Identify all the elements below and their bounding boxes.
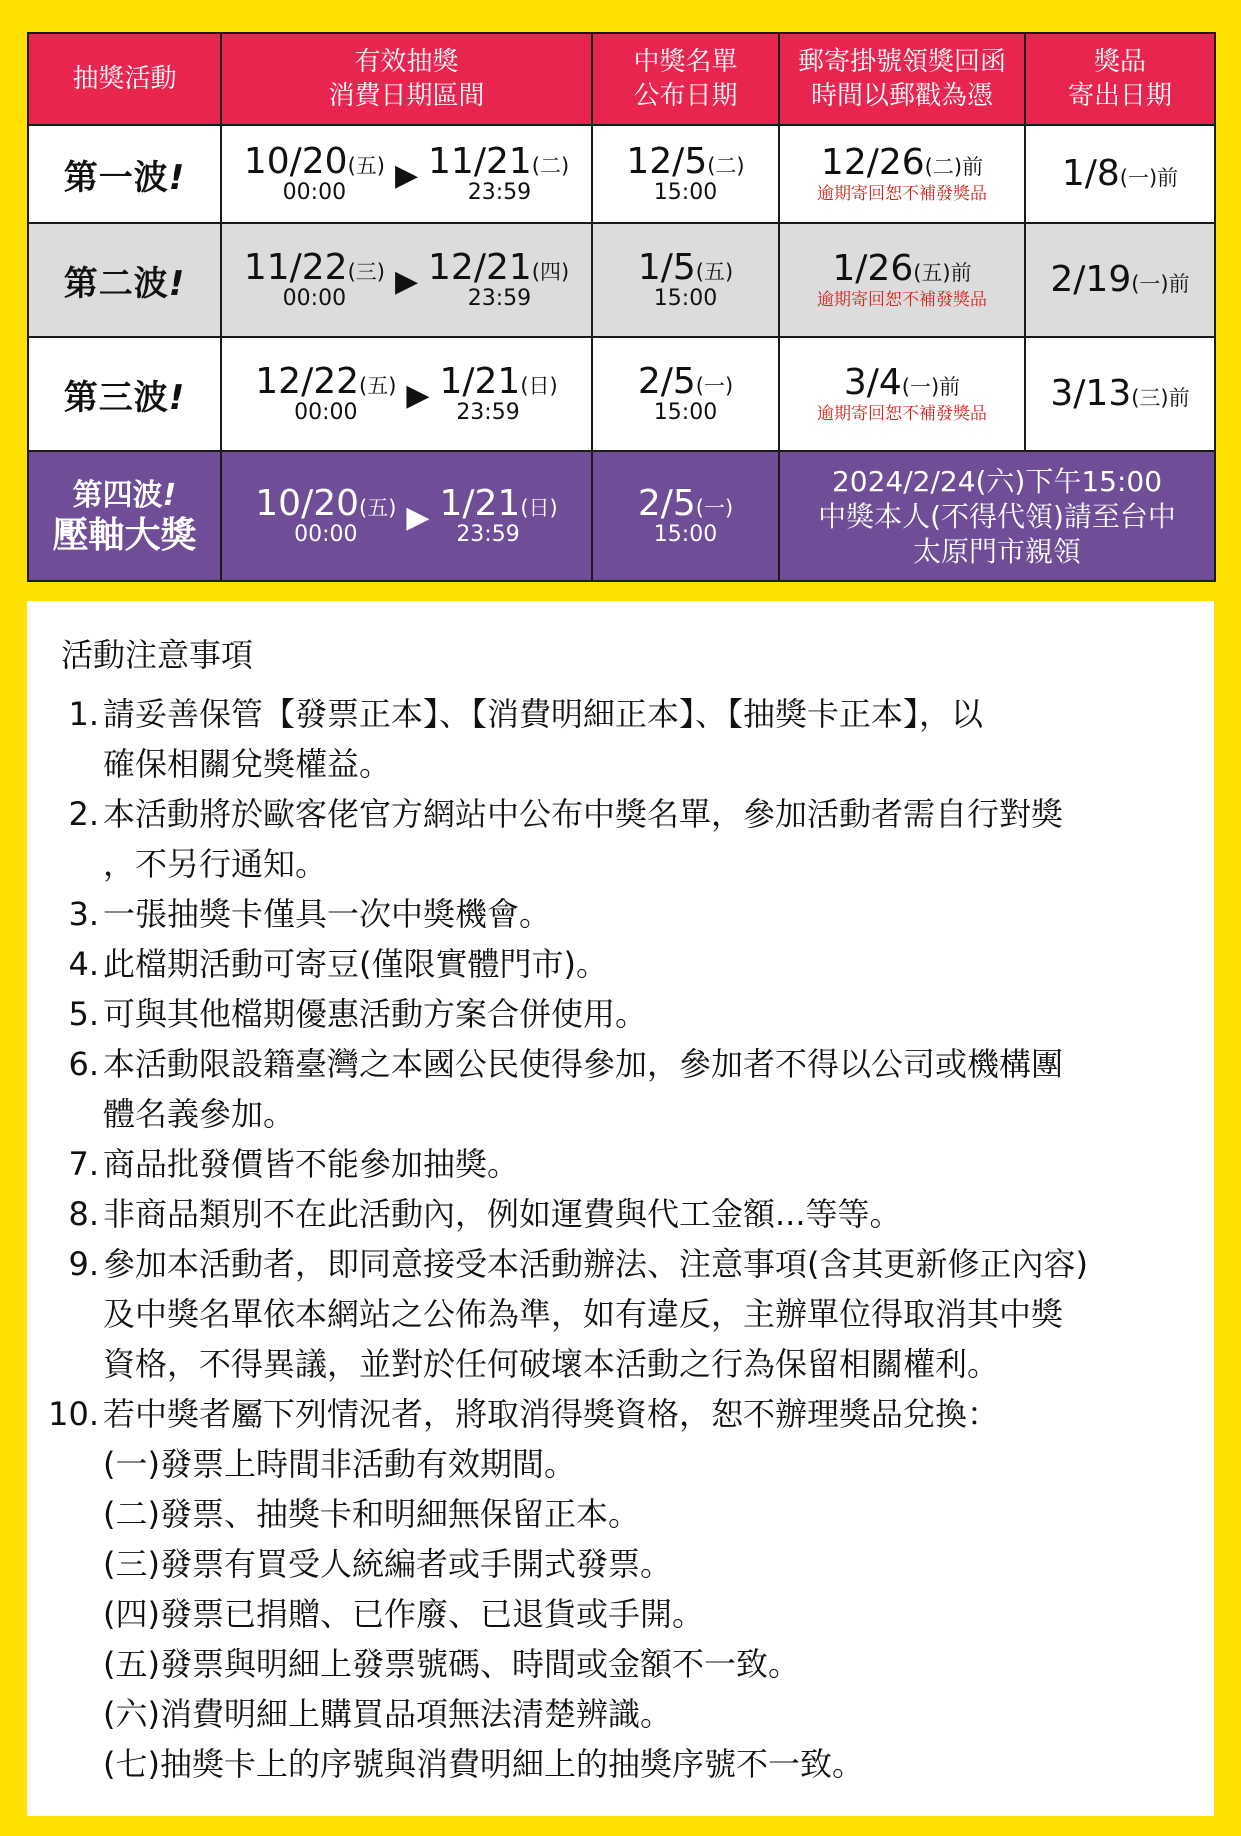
start-date: 10/20 — [243, 141, 348, 182]
note-continuation-line: 確保相關兌獎權益。 — [103, 745, 392, 783]
start-time: 00:00 — [294, 400, 358, 425]
period-cell — [221, 451, 592, 581]
header-ship-date — [1025, 33, 1215, 125]
pickup-line3: 太原門市親領 — [912, 534, 1081, 568]
end-date: 1/21 — [439, 361, 521, 402]
note-text: 可與其他檔期優惠活動方案合併使用。 — [103, 995, 648, 1033]
note-continuation-line: 資格，不得異議，並對於任何破壞本活動之行為保留相關權利。 — [103, 1345, 1000, 1383]
note-continuation-line: (四)發票已捐贈、已作廢、已退貨或手開。 — [103, 1595, 704, 1633]
note-continuation-line: (一)發票上時間非活動有效期間。 — [103, 1445, 576, 1483]
note-text: 非商品類別不在此活動內，例如運費與代工金額...等等。 — [103, 1195, 902, 1233]
announce-day: (二) — [707, 154, 745, 178]
note-number: 7. — [68, 1145, 99, 1183]
note-continuation-line: 體名義參加。 — [103, 1095, 296, 1133]
wave-mark: ! — [168, 377, 186, 418]
ship-date: 2/19 — [1050, 259, 1132, 300]
note-continuation-line: (六)消費明細上購買品項無法清楚辨識。 — [103, 1695, 672, 1733]
pickup-line2: 中獎本人(不得代領)請至台中 — [818, 499, 1176, 533]
header-valid-period-line1: 有效抽獎 — [354, 47, 459, 77]
note-body — [103, 1239, 1199, 1389]
end-day: (日) — [520, 374, 558, 398]
wave-label: 第二波 — [63, 263, 169, 304]
note-text: 請妥善保管【發票正本】、【消費明細正本】、【抽獎卡正本】，以 — [103, 695, 984, 733]
note-number: 4. — [68, 945, 99, 983]
header-campaign — [28, 33, 221, 125]
announce-date: 2/5 — [637, 361, 696, 402]
note-number: 8. — [68, 1195, 99, 1233]
mail-date: 1/26 — [832, 248, 914, 289]
note-text: 若中獎者屬下列情況者，將取消得獎資格，恕不辦理獎品兌換： — [103, 1395, 1000, 1433]
table-row — [28, 125, 1215, 223]
note-item — [39, 1239, 1199, 1389]
play-arrow-icon: ▶ — [406, 378, 430, 413]
header-announce-date — [592, 33, 779, 125]
start-time: 00:00 — [294, 522, 358, 547]
wave-mark: ! — [168, 263, 186, 304]
mail-warning: 逾期寄回恕不補發獎品 — [817, 184, 987, 204]
period-cell — [221, 125, 592, 223]
note-text: 本活動限設籍臺灣之本國公民使得參加，參加者不得以公司或機構團 — [103, 1045, 1064, 1083]
wave-label: 第一波 — [63, 157, 169, 198]
mail-cell — [779, 223, 1025, 337]
note-item — [39, 989, 1199, 1039]
note-continuation-line: (七)抽獎卡上的序號與消費明細上的抽獎序號不一致。 — [103, 1745, 864, 1783]
note-text: 此檔期活動可寄豆(僅限實體門市)。 — [103, 945, 608, 983]
note-continuation-line: (三)發票有買受人統編者或手開式發票。 — [103, 1545, 672, 1583]
header-valid-period-line2: 消費日期區間 — [328, 81, 485, 111]
note-item — [39, 689, 1199, 789]
note-number: 1. — [68, 695, 99, 733]
ship-day: (三) — [1131, 386, 1169, 410]
notes-title: 活動注意事項 — [61, 636, 254, 674]
note-item — [39, 1189, 1199, 1239]
start-date: 10/20 — [255, 483, 360, 524]
note-number: 3. — [68, 895, 99, 933]
end-date: 1/21 — [439, 483, 521, 524]
note-text: 本活動將於歐客佬官方網站中公布中獎名單，參加活動者需自行對獎 — [103, 795, 1064, 833]
period-cell — [221, 223, 592, 337]
note-number: 10. — [48, 1395, 99, 1433]
end-date: 11/21 — [428, 141, 532, 182]
note-number: 5. — [68, 995, 99, 1033]
announce-date: 1/5 — [637, 247, 696, 288]
note-body — [103, 1189, 1199, 1239]
start-day: (三) — [347, 260, 385, 284]
notes-panel — [27, 601, 1214, 1816]
mail-day: (一) — [901, 375, 940, 399]
ship-suffix: 前 — [1168, 386, 1190, 410]
note-body — [103, 889, 1199, 939]
note-body — [103, 689, 1199, 789]
header-ship-line2: 寄出日期 — [1067, 81, 1172, 111]
note-continuation-line: (二)發票、抽獎卡和明細無保留正本。 — [103, 1495, 640, 1533]
note-number: 9. — [68, 1245, 99, 1283]
ship-suffix: 前 — [1157, 166, 1179, 190]
wave-mark: ! — [168, 157, 186, 198]
note-body — [103, 1389, 1199, 1789]
table-row — [28, 337, 1215, 451]
end-time: 23:59 — [456, 400, 520, 425]
period-cell — [221, 337, 592, 451]
end-date: 12/21 — [428, 247, 532, 288]
announce-cell — [592, 451, 779, 581]
note-continuation — [103, 739, 1199, 789]
header-valid-period — [221, 33, 592, 125]
note-number: 2. — [68, 795, 99, 833]
announce-time: 15:00 — [653, 286, 718, 311]
note-body — [103, 1039, 1199, 1139]
announce-date: 2/5 — [637, 483, 696, 524]
start-day: (五) — [359, 496, 397, 520]
ship-suffix: 前 — [1168, 272, 1190, 296]
ship-cell — [1025, 125, 1215, 223]
note-continuation — [103, 1089, 1199, 1139]
table-row — [28, 223, 1215, 337]
start-day: (五) — [359, 374, 397, 398]
header-announce-line1: 中獎名單 — [633, 47, 738, 77]
start-date: 12/22 — [255, 361, 360, 402]
announce-cell — [592, 125, 779, 223]
start-date: 11/22 — [243, 247, 348, 288]
play-arrow-icon: ▶ — [406, 500, 430, 535]
header-announce-line2: 公布日期 — [633, 81, 738, 111]
header-mail-line2: 時間以郵戳為憑 — [810, 81, 993, 111]
mail-date: 12/26 — [820, 142, 925, 183]
wave-cell — [28, 451, 221, 581]
announce-cell — [592, 223, 779, 337]
note-item — [39, 1389, 1199, 1789]
note-continuation — [103, 1289, 1199, 1389]
wave-cell — [28, 125, 221, 223]
wave-label: 第三波 — [63, 377, 169, 418]
end-day: (四) — [531, 260, 570, 284]
note-body — [103, 1139, 1199, 1189]
wave-cell — [28, 223, 221, 337]
mail-suffix: 前 — [939, 375, 961, 399]
schedule-header-row — [28, 33, 1215, 125]
mail-warning: 逾期寄回恕不補發獎品 — [817, 290, 987, 310]
announce-time: 15:00 — [653, 180, 718, 205]
announce-cell — [592, 337, 779, 451]
note-text: 一張抽獎卡僅具一次中獎機會。 — [103, 895, 552, 933]
grand-prize-row — [28, 451, 1215, 581]
ship-day: (一) — [1131, 272, 1169, 296]
pickup-info-cell — [779, 451, 1215, 581]
note-number: 6. — [68, 1045, 99, 1083]
mail-day: (五) — [913, 261, 951, 285]
note-item — [39, 1139, 1199, 1189]
end-time: 23:59 — [467, 180, 532, 205]
note-body — [103, 939, 1199, 989]
end-day: (日) — [520, 496, 558, 520]
notes-list — [39, 689, 1199, 1789]
header-mail-line1: 郵寄掛號領獎回函 — [797, 47, 1006, 77]
mail-day: (二) — [924, 155, 963, 179]
end-time: 23:59 — [456, 522, 520, 547]
wave-mark: ! — [162, 478, 177, 513]
note-body — [103, 789, 1199, 889]
note-text: 參加本活動者，即同意接受本活動辦法、注意事項(含其更新修正內容) — [103, 1245, 1088, 1283]
note-item — [39, 1039, 1199, 1139]
note-item — [39, 939, 1199, 989]
mail-suffix: 前 — [950, 261, 972, 285]
ship-date: 3/13 — [1050, 373, 1132, 414]
start-day: (五) — [347, 154, 385, 178]
ship-day: (一) — [1119, 166, 1158, 190]
end-time: 23:59 — [467, 286, 532, 311]
announce-day: (一) — [695, 374, 734, 398]
grand-prize-subtitle: 壓軸大獎 — [52, 515, 197, 556]
start-time: 00:00 — [282, 180, 347, 205]
announce-date: 12/5 — [626, 141, 708, 182]
announce-day: (五) — [695, 260, 734, 284]
note-continuation — [103, 1439, 1199, 1789]
note-continuation-line: ，不另行通知。 — [103, 845, 328, 883]
note-item — [39, 789, 1199, 889]
wave-cell — [28, 337, 221, 451]
end-day: (二) — [531, 154, 570, 178]
mail-suffix: 前 — [962, 155, 984, 179]
lottery-schedule-table — [27, 32, 1216, 582]
note-text: 商品批發價皆不能參加抽獎。 — [103, 1145, 520, 1183]
pickup-line1: 2024/2/24(六)下午15:00 — [831, 464, 1163, 498]
ship-cell — [1025, 337, 1215, 451]
play-arrow-icon: ▶ — [394, 158, 419, 193]
wave-label: 第四波 — [72, 478, 163, 513]
note-body — [103, 989, 1199, 1039]
note-item — [39, 889, 1199, 939]
announce-time: 15:00 — [653, 522, 718, 547]
note-continuation — [103, 839, 1199, 889]
header-mail-deadline — [779, 33, 1025, 125]
mail-warning: 逾期寄回恕不補發獎品 — [817, 404, 987, 424]
ship-date: 1/8 — [1061, 153, 1120, 194]
mail-date: 3/4 — [843, 362, 902, 403]
note-continuation-line: (五)發票與明細上發票號碼、時間或金額不一致。 — [103, 1645, 800, 1683]
announce-day: (一) — [695, 496, 734, 520]
ship-cell — [1025, 223, 1215, 337]
mail-cell — [779, 125, 1025, 223]
start-time: 00:00 — [282, 286, 347, 311]
announce-time: 15:00 — [653, 400, 718, 425]
play-arrow-icon: ▶ — [394, 264, 419, 299]
mail-cell — [779, 337, 1025, 451]
header-campaign-label: 抽獎活動 — [72, 64, 177, 94]
note-continuation-line: 及中獎名單依本網站之公佈為準，如有違反，主辦單位得取消其中獎 — [103, 1295, 1064, 1333]
header-ship-line1: 獎品 — [1093, 47, 1146, 77]
